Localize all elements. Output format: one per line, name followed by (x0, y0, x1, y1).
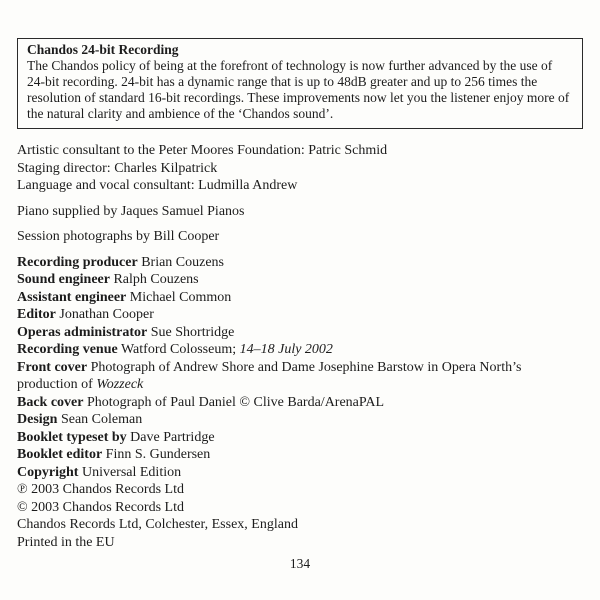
credit-label: Copyright (17, 464, 79, 480)
credit-value: Jonathan Cooper (59, 307, 154, 322)
credit-label: Operas administrator (17, 324, 148, 340)
credit-label: Design (17, 412, 58, 427)
credit-line (17, 464, 584, 482)
consultant-line: Language and vocal consultant: Ludmilla Andrew (17, 178, 298, 193)
credit-value-italic: Wozzeck (96, 377, 144, 392)
info-box-title: Chandos 24-bit Recording (27, 42, 179, 57)
credit-value: Ralph Couzens (113, 272, 199, 287)
phonogram-copyright-line: ℗ 2003 Chandos Records Ltd (17, 482, 184, 497)
credit-value: Sean Coleman (60, 412, 143, 427)
piano-group (17, 203, 584, 221)
credit-label: Editor (17, 307, 56, 322)
credit-line (17, 306, 584, 324)
credit-value: Michael Common (129, 289, 232, 305)
credit-value: Finn S. Gundersen (105, 447, 211, 462)
credit-line (17, 324, 584, 342)
info-box-body: The Chandos policy of being at the forefront of technology is now further advanced by the use of 24-bit recording. 24-bit has a dynamic range that is up to 48dB greater and up to 256 times the resolution of standard 16-bit recordings. These improvements now let you the listener enjoy more of the natural clarity and ambience of the ‘Chandos sound’. (27, 58, 570, 121)
credit-value: Photograph of Andrew Shore and Dame Josephine Barstow in Opera North’s production of (17, 359, 522, 392)
credit-line (17, 341, 584, 359)
credit-value: Sue Shortridge (150, 324, 235, 340)
credit-label: Assistant engineer (17, 289, 127, 305)
credit-line (17, 446, 584, 464)
credit-value: Dave Partridge (130, 429, 215, 445)
credit-label: Front cover (17, 359, 88, 375)
credit-label: Booklet typeset by (17, 429, 127, 445)
credit-label: Booklet editor (17, 447, 103, 462)
consultants-group (17, 142, 584, 195)
credit-line (17, 289, 584, 307)
credit-label: Sound engineer (17, 272, 110, 287)
photos-line: Session photographs by Bill Cooper (17, 229, 220, 244)
credit-value: Watford Colosseum; (120, 342, 237, 357)
photos-group (17, 228, 584, 246)
company-address-line: Chandos Records Ltd, Colchester, Essex, England (17, 517, 298, 532)
page-number: 134 (289, 556, 311, 571)
credit-value: Brian Couzens (141, 254, 225, 270)
credit-label: Back cover (17, 394, 84, 410)
consultant-line: Artistic consultant to the Peter Moores Foundation: Patric Schmid (17, 143, 388, 158)
credit-value: Photograph of Paul Daniel © Clive Barda/ArenaPAL (86, 394, 385, 410)
credit-line (17, 254, 584, 272)
credit-line (17, 429, 584, 447)
credit-line (17, 271, 584, 289)
consultant-line: Staging director: Charles Kilpatrick (17, 160, 218, 176)
credit-line (17, 394, 584, 412)
printed-in-line: Printed in the EU (17, 534, 115, 550)
copyright-line: © 2003 Chandos Records Ltd (17, 499, 184, 515)
credit-label: Recording producer (17, 254, 138, 270)
credit-label: Recording venue (17, 342, 118, 357)
credit-value: Universal Edition (81, 464, 182, 480)
credits-group (17, 254, 584, 552)
credit-line (17, 411, 584, 429)
credit-line (17, 359, 584, 394)
credit-value-italic: 14–18 July 2002 (239, 342, 333, 357)
piano-line: Piano supplied by Jaques Samuel Pianos (17, 203, 245, 219)
chandos-24bit-info-box (17, 38, 583, 129)
